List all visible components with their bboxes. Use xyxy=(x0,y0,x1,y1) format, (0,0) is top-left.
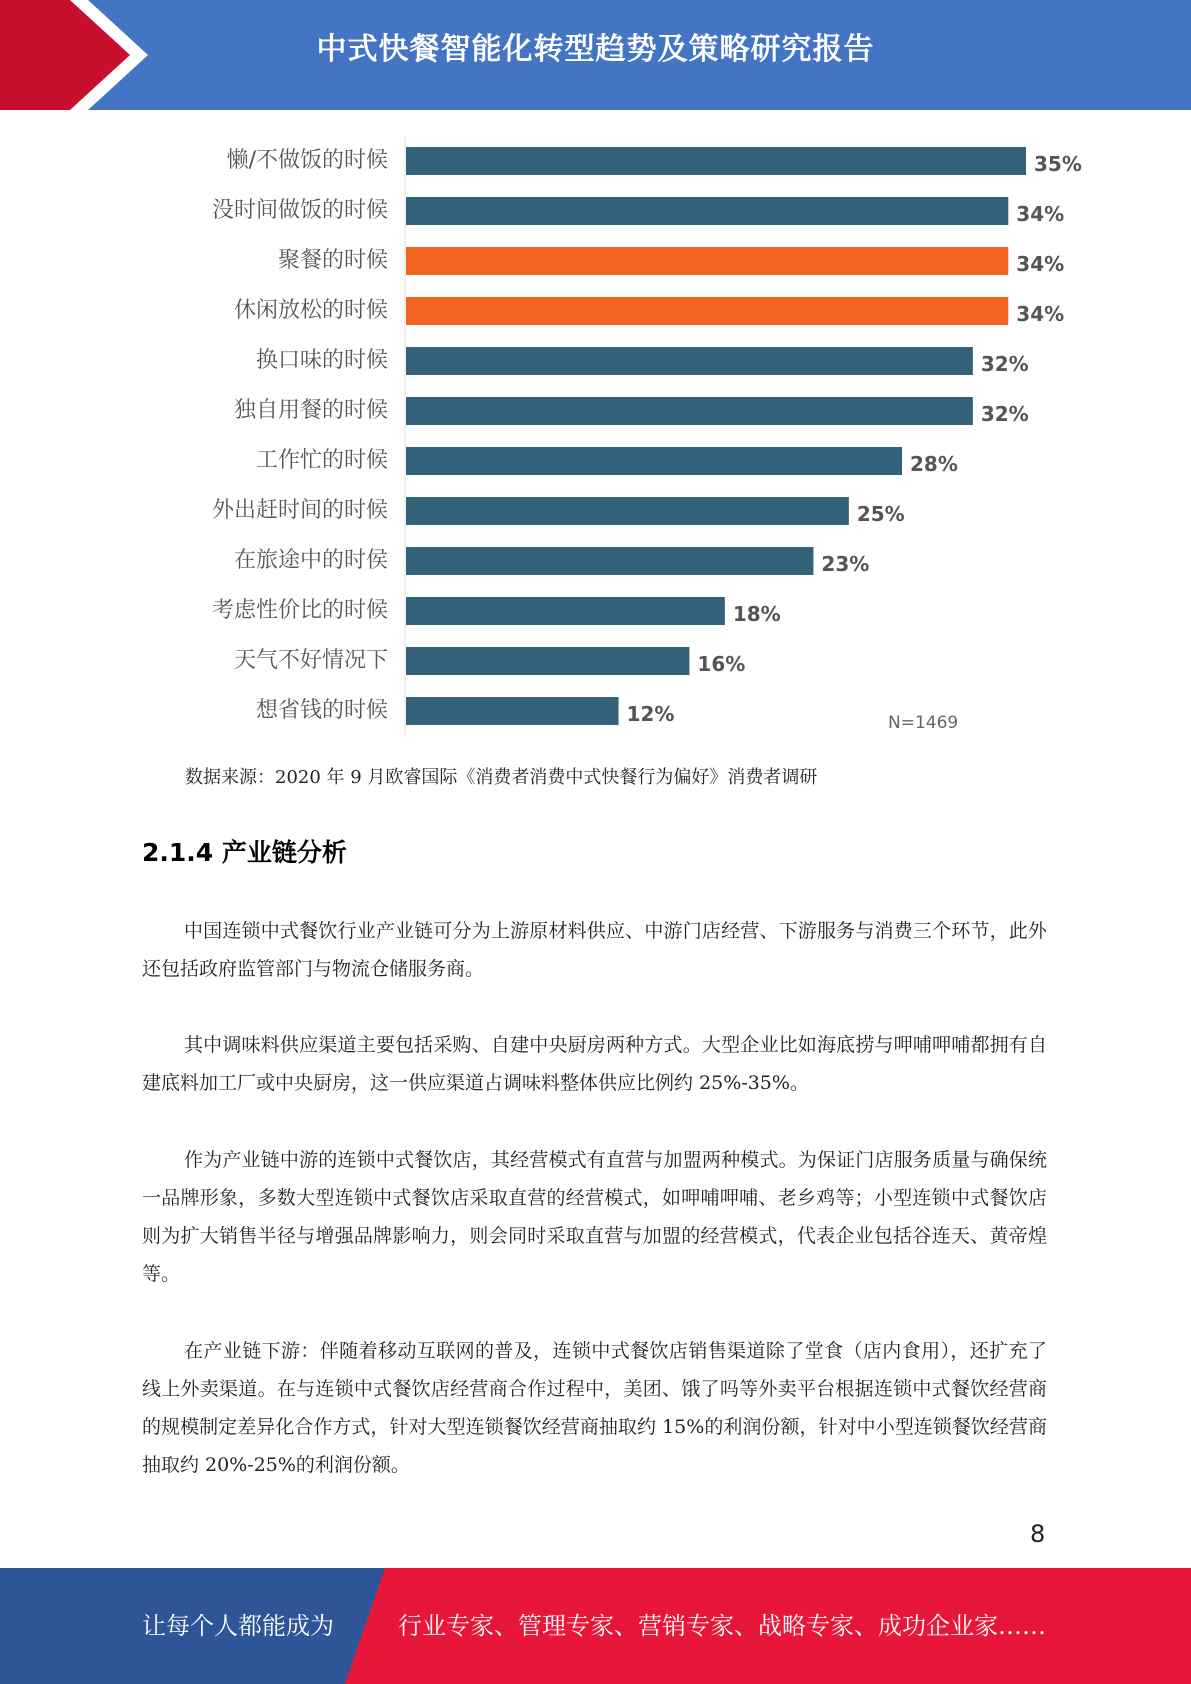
paragraph-2: 其中调味料供应渠道主要包括采购、自建中央厨房两种方式。大型企业比如海底捞与呷哺呷哺都拥有自建底料加工厂或中央厨房，这一供应渠道占调味料整体供应比例约 25%-35%。 xyxy=(142,1034,1047,1094)
category-label-0: 懒/不做饭的时候 xyxy=(226,148,388,173)
sample-size-annotation: N=1469 xyxy=(888,713,959,733)
bar-0 xyxy=(406,147,1026,175)
category-label-1: 没时间做饭的时候 xyxy=(211,198,388,223)
value-label-8: 23% xyxy=(821,552,870,576)
category-label-4: 换口味的时候 xyxy=(255,348,388,373)
bar-9 xyxy=(406,597,725,625)
value-label-9: 18% xyxy=(732,602,781,626)
paragraph-4: 在产业链下游：伴随着移动互联网的普及，连锁中式餐饮店销售渠道除了堂食（店内食用），还扩充了线上外卖渠道。在与连锁中式餐饮店经营商合作过程中，美团、饿了吗等外卖平台根据连锁中式餐饮经营商的规模制定差异化合作方式，针对大型连锁餐饮经营商抽取约 15%的利润份额，针对中小型连锁餐饮经营商抽取约 20%-25%的利润份额。 xyxy=(142,1340,1047,1476)
value-label-5: 32% xyxy=(980,402,1029,426)
value-label-0: 35% xyxy=(1034,152,1082,176)
bar-6 xyxy=(406,447,902,475)
bar-7 xyxy=(406,497,849,525)
category-label-10: 天气不好情况下 xyxy=(233,648,388,673)
category-label-8: 在旅途中的时侯 xyxy=(233,548,388,573)
bar-10 xyxy=(406,647,689,675)
footer-slogan-left: 让每个人都能成为 xyxy=(142,1612,334,1640)
page-footer xyxy=(0,1568,1191,1684)
value-label-6: 28% xyxy=(910,452,958,476)
value-label-7: 25% xyxy=(856,502,905,526)
footer-slogan-right: 行业专家、管理专家、营销专家、战略专家、成功企业家…… xyxy=(398,1612,1046,1640)
value-label-4: 32% xyxy=(980,352,1029,376)
category-label-9: 考虑性价比的时候 xyxy=(211,598,388,623)
value-label-11: 12% xyxy=(626,702,675,726)
category-label-3: 休闲放松的时候 xyxy=(233,298,388,323)
bar-2 xyxy=(406,247,1008,275)
category-label-5: 独自用餐的时候 xyxy=(233,398,388,423)
page-number: 8 xyxy=(1030,1520,1046,1548)
category-label-6: 工作忙的时候 xyxy=(255,448,388,473)
value-label-1: 34% xyxy=(1016,202,1065,226)
value-label-10: 16% xyxy=(697,652,746,676)
category-label-7: 外出赶时间的时候 xyxy=(211,498,388,523)
bar-4 xyxy=(406,347,973,375)
section-heading: 2.1.4 产业链分析 xyxy=(142,838,347,867)
bar-1 xyxy=(406,197,1008,225)
data-source-note: 数据来源：2020 年 9 月欧睿国际《消费者消费中式快餐行为偏好》消费者调研 xyxy=(185,767,818,788)
bar-chart xyxy=(170,135,1090,740)
report-title: 中式快餐智能化转型趋势及策略研究报告 xyxy=(316,32,875,67)
bar-11 xyxy=(406,697,619,725)
bar-8 xyxy=(406,547,813,575)
bar-5 xyxy=(406,397,973,425)
paragraph-1: 中国连锁中式餐饮行业产业链可分为上游原材料供应、中游门店经营、下游服务与消费三个环节，此外还包括政府监管部门与物流仓储服务商。 xyxy=(142,920,1047,980)
category-label-11: 想省钱的时候 xyxy=(255,698,388,723)
page-header xyxy=(0,0,1191,110)
bar-3 xyxy=(406,297,1008,325)
category-label-2: 聚餐的时候 xyxy=(277,248,388,273)
value-label-3: 34% xyxy=(1016,302,1065,326)
value-label-2: 34% xyxy=(1016,252,1065,276)
paragraph-3: 作为产业链中游的连锁中式餐饮店，其经营模式有直营与加盟两种模式。为保证门店服务质量与确保统一品牌形象，多数大型连锁中式餐饮店采取直营的经营模式，如呷哺呷哺、老乡鸡等；小型连锁中式餐饮店则为扩大销售半径与增强品牌影响力，则会同时采取直营与加盟的经营模式，代表企业包括谷连天、黄帝煌等。 xyxy=(142,1149,1047,1285)
